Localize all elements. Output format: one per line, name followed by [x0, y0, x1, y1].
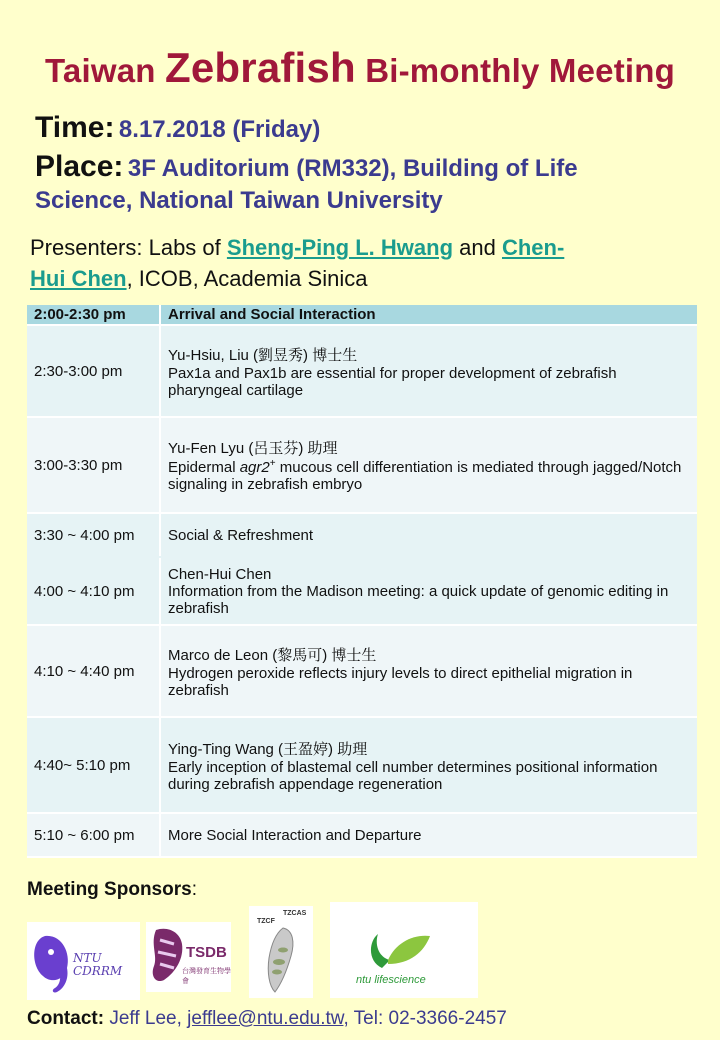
schedule-time: 4:40~ 5:10 pm — [27, 717, 160, 813]
cdrrm-text-2: CDRRM — [73, 964, 123, 978]
presenters — [30, 232, 670, 294]
talk-topic: Early inception of blastemal cell number determines positional information during zebrafish appendage regeneration — [168, 758, 658, 793]
ntu-lifescience-logo — [330, 902, 478, 998]
schedule-time: 2:30-3:00 pm — [27, 325, 160, 417]
schedule-row — [27, 717, 697, 813]
title-part-zebrafish: Zebrafish — [165, 44, 356, 91]
contact-name: Jeff Lee, — [109, 1008, 182, 1029]
tzcf-logo — [249, 906, 313, 998]
schedule-row — [27, 417, 697, 513]
place-value-line2: Science, National Taiwan University — [35, 187, 443, 214]
page-title — [0, 44, 720, 92]
schedule-time: 5:10 ~ 6:00 pm — [27, 813, 160, 857]
presenters-prefix: Presenters: Labs of — [30, 235, 221, 260]
schedule-event: More Social Interaction and Departure — [160, 813, 697, 857]
lifescience-text: ntu lifescience — [356, 974, 426, 986]
taiwan-map-icon — [249, 906, 313, 998]
speaker-name: Marco de Leon (黎馬可) 博士生 — [168, 646, 377, 664]
ntu-cdrrm-logo — [27, 922, 140, 1000]
talk-topic: Information from the Madison meeting: a quick update of genomic editing in zebrafish — [168, 582, 669, 617]
speaker-name: Yu-Hsiu, Liu (劉昱秀) 博士生 — [168, 346, 358, 364]
lab-link-hwang[interactable]: Sheng-Ping L. Hwang — [226, 235, 454, 260]
title-part-taiwan: Taiwan — [45, 52, 156, 89]
schedule-talk — [160, 417, 697, 513]
schedule-row — [27, 813, 697, 857]
schedule-event: Arrival and Social Interaction — [160, 305, 697, 325]
place-line — [35, 150, 578, 184]
cdrrm-text-1: NTU — [73, 951, 102, 965]
talk-topic — [168, 458, 690, 493]
schedule-time: 2:00-2:30 pm — [27, 305, 160, 325]
talk-topic: Hydrogen peroxide reflects injury levels to direct epithelial migration in zebrafish — [168, 664, 633, 699]
schedule-table — [27, 305, 697, 858]
tzcf-text: TZCF — [257, 918, 275, 925]
contact-tel: , Tel: 02-3366-2457 — [343, 1008, 507, 1029]
tzcas-text: TZCAS — [283, 910, 307, 917]
time-value: 8.17.2018 (Friday) — [118, 116, 321, 143]
schedule-row — [27, 557, 697, 625]
schedule-time: 3:30 ~ 4:00 pm — [27, 513, 160, 557]
schedule-event: Social & Refreshment — [160, 513, 697, 557]
schedule-header-row — [27, 305, 697, 325]
place-value-line1: 3F Auditorium (RM332), Building of Life — [127, 155, 578, 182]
schedule-talk — [160, 325, 697, 417]
speaker-name: Yu-Fen Lyu (呂玉芬) 助理 — [168, 440, 338, 457]
presenters-and: and — [459, 235, 496, 260]
schedule-time: 4:00 ~ 4:10 pm — [27, 557, 160, 625]
talk-topic: Pax1a and Pax1b are essential for proper development of zebrafish pharyngeal cartilage — [168, 364, 617, 399]
tsdb-subtext: 台灣發育生物學會 — [182, 968, 231, 985]
tsdb-logo — [146, 922, 231, 992]
speaker-name: Chen-Hui Chen — [168, 565, 272, 583]
place-label: Place: — [35, 150, 124, 183]
sponsors-colon: : — [191, 879, 197, 900]
presenters-suffix: , ICOB, Academia Sinica — [126, 266, 368, 291]
schedule-row — [27, 513, 697, 557]
time-line — [35, 111, 320, 145]
topic-sup: + — [269, 458, 276, 469]
schedule-row — [27, 325, 697, 417]
topic-text-a: Epidermal — [168, 459, 240, 476]
schedule-row — [27, 625, 697, 717]
schedule-talk — [160, 625, 697, 717]
speaker-name: Ying-Ting Wang (王盈婷) 助理 — [168, 740, 368, 758]
tsdb-text: TSDB — [186, 944, 227, 961]
sponsors-label: Meeting Sponsors — [27, 879, 192, 900]
lab-link-chen-part2: Hui Chen — [30, 266, 127, 291]
contact-line — [27, 1008, 507, 1030]
title-part-meeting: Bi-monthly Meeting — [365, 52, 675, 89]
sponsors-heading — [27, 879, 197, 901]
topic-gene: agr2 — [239, 459, 270, 476]
schedule-talk — [160, 557, 697, 625]
topic-text-b: mucous cell differentiation is mediated through jagged/Notch signaling in zebrafish embryo — [168, 459, 682, 493]
schedule-talk — [160, 717, 697, 813]
contact-email-link[interactable]: jefflee@ntu.edu.tw — [187, 1008, 344, 1029]
contact-label: Contact: — [27, 1008, 105, 1029]
time-label: Time: — [35, 111, 115, 144]
lab-link-chen-part1: Chen- — [501, 235, 565, 260]
schedule-time: 4:10 ~ 4:40 pm — [27, 625, 160, 717]
schedule-time: 3:00-3:30 pm — [27, 417, 160, 513]
